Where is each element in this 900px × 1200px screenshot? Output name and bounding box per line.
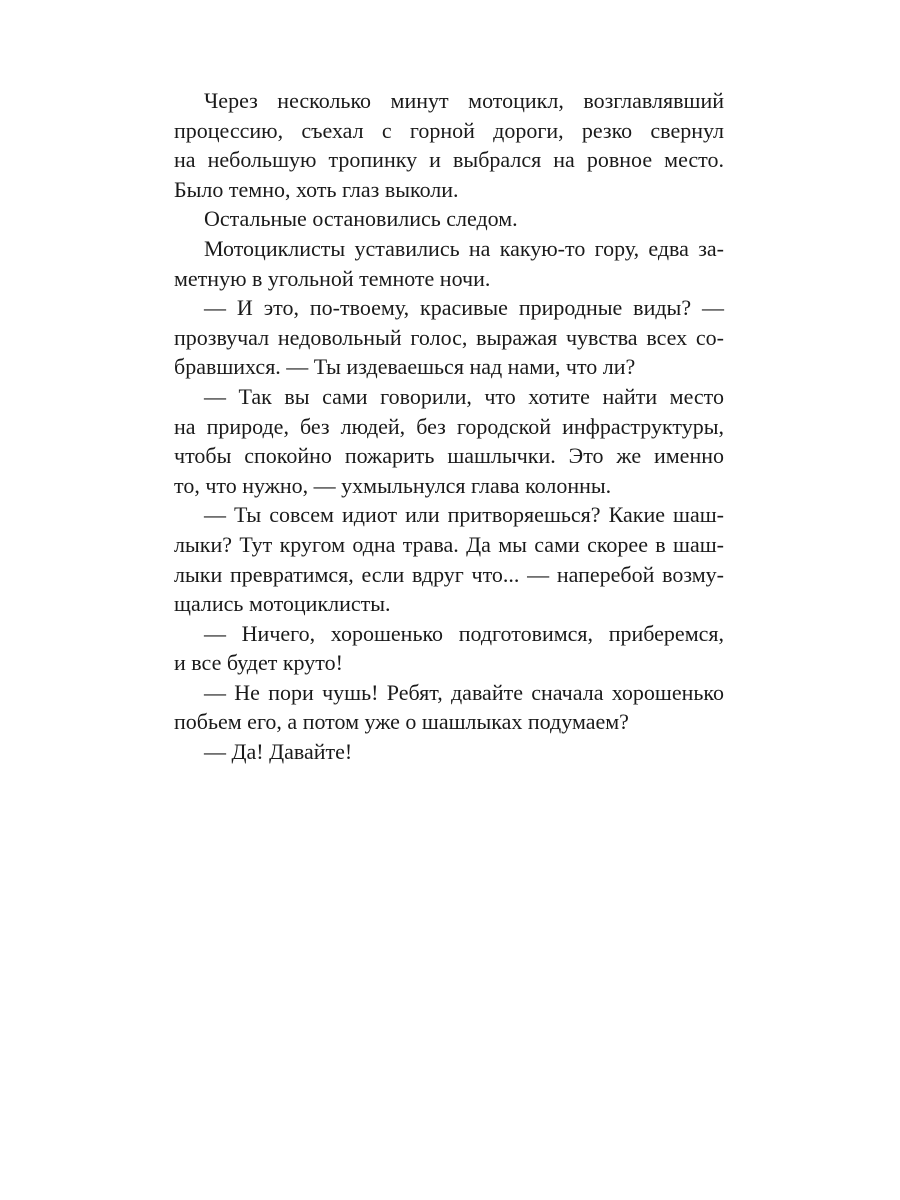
- text-line: — И это, по-твоему, красивые природные виды? —: [204, 295, 724, 321]
- paragraph: [174, 382, 724, 500]
- text-line: побьем его, а потом уже о шашлыках подумаем?: [174, 709, 629, 735]
- paragraph: [174, 619, 724, 678]
- text-line: на небольшую тропинку и выбрался на ровное место.: [174, 147, 724, 173]
- paragraph: [174, 678, 724, 737]
- paragraph: [174, 293, 724, 382]
- text-line: Мотоциклисты уставились на какую-то гору, едва за-: [204, 235, 724, 261]
- text-line: — Так вы сами говорили, что хотите найти место: [204, 383, 724, 409]
- text-line: — Ничего, хорошенько подготовимся, приберемся,: [204, 620, 724, 646]
- text-line: — Да! Давайте!: [204, 739, 353, 765]
- text-line: лыки превратимся, если вдруг что... — наперебой возму-: [174, 561, 724, 587]
- paragraph: [174, 204, 724, 234]
- text-line: и все будет круто!: [174, 650, 343, 676]
- text-line: Было темно, хоть глаз выколи.: [174, 176, 459, 202]
- paragraph: [174, 234, 724, 293]
- text-line: лыки? Тут кругом одна трава. Да мы сами скорее в шаш-: [174, 531, 724, 557]
- text-line: на природе, без людей, без городской инфраструктуры,: [174, 413, 724, 439]
- text-line: метную в угольной темноте ночи.: [174, 265, 491, 291]
- text-line: то, что нужно, — ухмыльнулся глава колонны.: [174, 472, 612, 498]
- text-line: процессию, съехал с горной дороги, резко свернул: [174, 117, 724, 143]
- paragraph: [174, 86, 724, 204]
- text-line: — Не пори чушь! Ребят, давайте сначала хорошенько: [204, 679, 724, 705]
- text-line: Через несколько минут мотоцикл, возглавлявший: [204, 88, 724, 113]
- paragraph: [174, 737, 724, 767]
- text-line: Остальные остановились следом.: [204, 206, 518, 232]
- body-text: [174, 86, 724, 767]
- text-line: прозвучал недовольный голос, выражая чувства всех со-: [174, 324, 724, 350]
- text-line: щались мотоциклисты.: [174, 591, 391, 617]
- paragraph: [174, 500, 724, 618]
- text-line: чтобы спокойно пожарить шашлычки. Это же именно: [174, 443, 724, 469]
- text-line: бравшихся. — Ты издеваешься над нами, что ли?: [174, 354, 636, 380]
- text-line: — Ты совсем идиот или притворяешься? Какие шаш-: [204, 502, 724, 528]
